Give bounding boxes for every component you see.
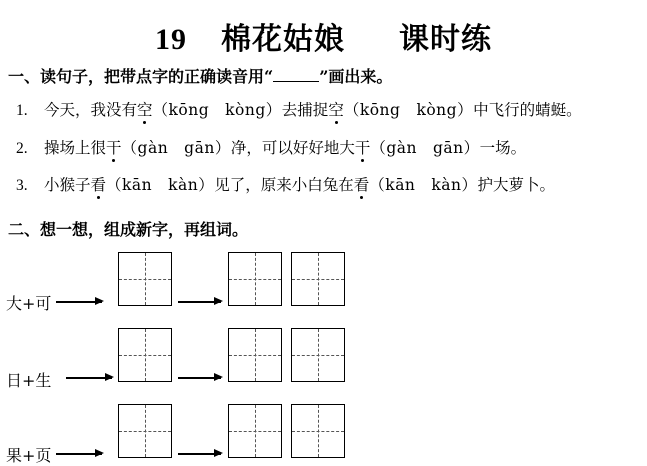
underline-blank bbox=[273, 69, 319, 82]
dotted-character: 看 bbox=[91, 173, 107, 195]
character-box[interactable] bbox=[118, 252, 172, 306]
pinyin-options: （kān kàn） bbox=[369, 176, 478, 194]
character-box[interactable] bbox=[228, 252, 282, 306]
arrow-icon bbox=[66, 377, 112, 379]
dotted-character: 空 bbox=[328, 98, 344, 120]
character-box[interactable] bbox=[291, 404, 345, 458]
dotted-character: 干 bbox=[355, 136, 371, 158]
character-box[interactable] bbox=[291, 328, 345, 382]
character-box[interactable] bbox=[118, 328, 172, 382]
dotted-character: 空 bbox=[137, 98, 153, 120]
arrow-icon bbox=[56, 453, 102, 455]
combo-label-2: 日+生 bbox=[6, 371, 52, 390]
lesson-number: 19 bbox=[155, 23, 187, 56]
lesson-subtitle: 课时练 bbox=[399, 22, 492, 57]
arrow-icon bbox=[56, 301, 102, 303]
combo-label-3: 果+页 bbox=[6, 446, 52, 465]
sentence-item-3: 3. 小猴子看（kān kàn）见了，原来小白兔在看（kān kàn）护大萝卜。 bbox=[16, 173, 555, 195]
arrow-icon bbox=[178, 301, 221, 303]
character-box[interactable] bbox=[228, 328, 282, 382]
arrow-icon bbox=[178, 453, 221, 455]
pinyin-options: （gàn gān） bbox=[370, 139, 480, 157]
character-box[interactable] bbox=[291, 252, 345, 306]
sentence-item-1: 1. 今天，我没有空（kōng kòng）去捕捉空（kōng kòng）中飞行的蜻蜓。 bbox=[16, 98, 582, 120]
pinyin-options: （kōng kòng） bbox=[152, 101, 282, 119]
character-box[interactable] bbox=[118, 404, 172, 458]
section2-heading: 二、想一想，组成新字，再组词。 bbox=[8, 220, 249, 239]
pinyin-options: （kōng kòng） bbox=[343, 101, 474, 119]
arrow-icon bbox=[178, 377, 221, 379]
section1-heading: 一、读句子，把带点字的正确读音用“ ”画出来。 bbox=[8, 67, 393, 86]
combo-label-1: 大+可 bbox=[6, 294, 52, 313]
character-box[interactable] bbox=[228, 404, 282, 458]
pinyin-options: （kān kàn） bbox=[106, 176, 215, 194]
dotted-character: 干 bbox=[106, 136, 122, 158]
lesson-name: 棉花姑娘 bbox=[221, 22, 345, 57]
pinyin-options: （gàn gān） bbox=[121, 139, 231, 157]
page-title bbox=[0, 14, 647, 58]
dotted-character: 看 bbox=[354, 173, 370, 195]
sentence-item-2: 2. 操场上很干（gàn gān）净，可以好好地大干（gàn gān）一场。 bbox=[16, 136, 526, 158]
